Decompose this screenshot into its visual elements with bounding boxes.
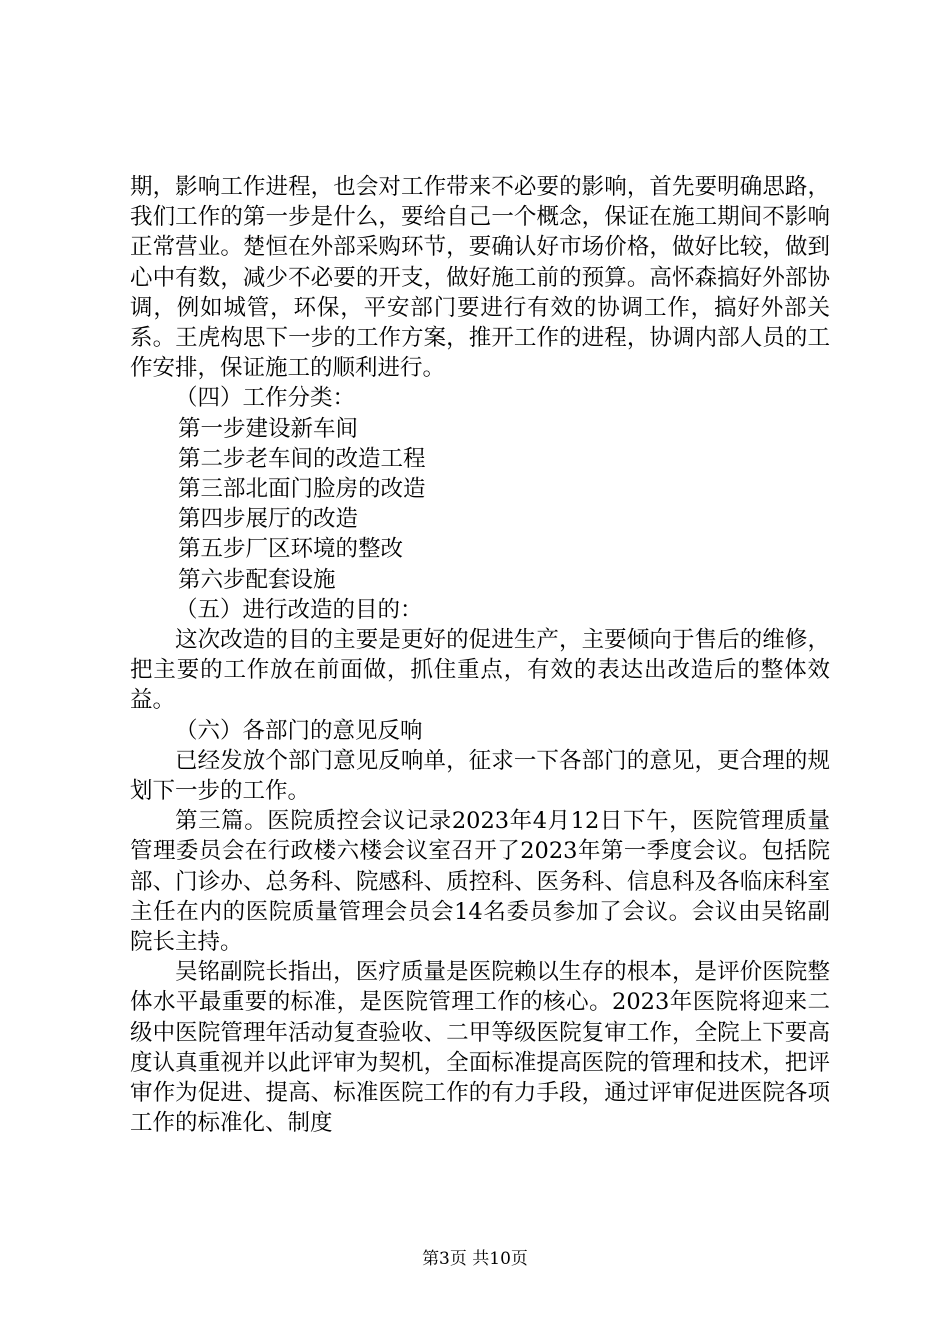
heading-purpose: （五）进行改造的目的： [175, 596, 423, 623]
paragraph-purpose: 这次改造的目的主要是更好的促进生产，主要倾向于售后的维修，把主要的工作放在前面做，抓住重点，有效的表达出改造后的整体效益。 [130, 627, 830, 714]
heading-feedback: （六）各部门的意见反响 [175, 717, 423, 744]
document-body [130, 172, 830, 1139]
step-item-3: 第三部北面门脸房的改造 [178, 476, 426, 503]
page-number-footer: 第3页 共10页 [422, 1249, 528, 1269]
step-item-5: 第五步厂区环境的整改 [178, 536, 404, 563]
paragraph-wuming-remarks: 吴铭副院长指出，医疗质量是医院赖以生存的根本，是评价医院整体水平最重要的标准，是医院管理工作的核心。2023年医院将迎来二级中医院管理年活动复查验收、二甲等级医院复审工作，全院上下要高度认真重视并以此评审为契机，全面标准提高医院的管理和技术，把评审作为促进、提高、标准医院工作的有力手段，通过评审促进医院各项工作的标准化、制度 [130, 959, 830, 1137]
step-item-6: 第六步配套设施 [178, 566, 336, 593]
heading-work-classification: （四）工作分类： [175, 385, 356, 412]
step-item-4: 第四步展厅的改造 [178, 506, 359, 533]
step-item-1: 第一步建设新车间 [178, 415, 359, 442]
paragraph-chapter-three: 第三篇。医院质控会议记录2023年4月12日下午，医院管理质量管理委员会在行政楼六楼会议室召开了2023年第一季度会议。包括院部、门诊办、总务科、院感科、质控科、医务科、信息科及各临床科室主任在内的医院质量管理会员会14名委员参加了会议。会议由吴铭副院长主持。 [130, 808, 830, 956]
step-item-2: 第二步老车间的改造工程 [178, 445, 426, 472]
paragraph-feedback: 已经发放个部门意见反响单，征求一下各部门的意见，更合理的规划下一步的工作。 [130, 747, 830, 805]
paragraph-continuation: 期，影响工作进程，也会对工作带来不必要的影响，首先要明确思路，我们工作的第一步是什么，要给自己一个概念，保证在施工期间不影响正常营业。楚恒在外部采购环节，要确认好市场价格，做好比较，做到心中有数，减少不必要的开支，做好施工前的预算。高怀森搞好外部协调，例如城管，环保，平安部门要进行有效的协调工作，搞好外部关系。王虎构思下一步的工作方案，推开工作的进程，协调内部人员的工作安排，保证施工的顺利进行。 [130, 174, 830, 382]
